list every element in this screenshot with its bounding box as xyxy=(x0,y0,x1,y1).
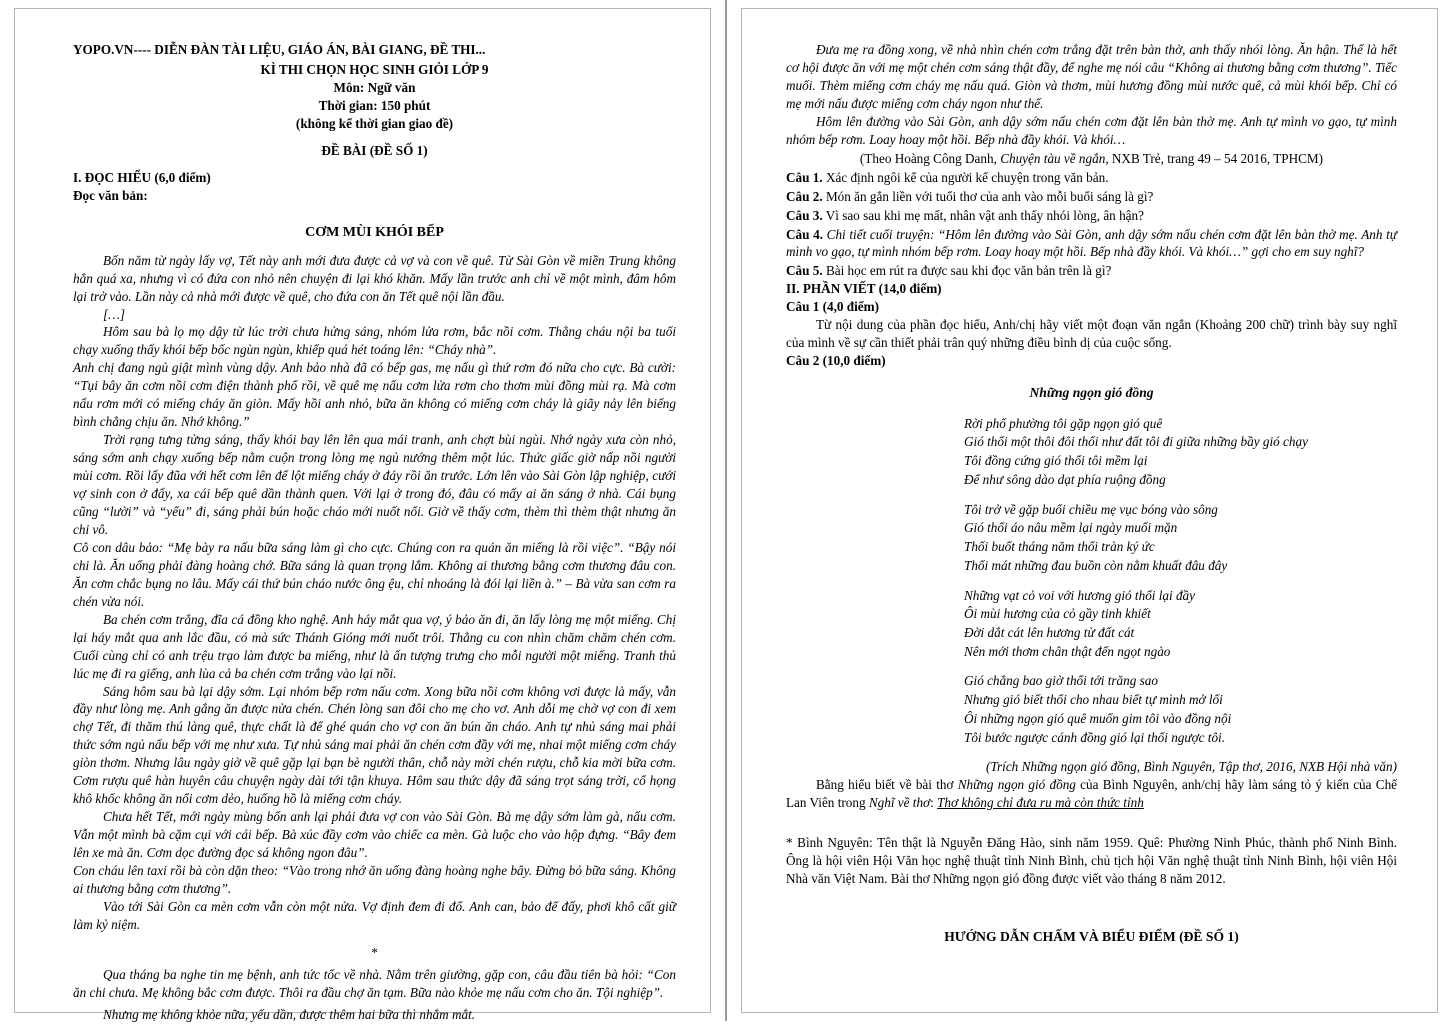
poem-source-title: Những ngọn gió đồng xyxy=(1021,759,1137,775)
poem-line: Tôi đồng cứng gió thổi tôi mềm lại xyxy=(964,453,1148,469)
question-text: Xác định ngôi kể của người kể chuyện trong văn bản. xyxy=(825,169,1109,185)
exam-subject: Môn: Ngữ văn xyxy=(333,79,416,95)
page-content-left xyxy=(15,9,710,1022)
poem-line: Những vạt cỏ voi với hương gió thổi lại đầy xyxy=(964,587,1196,603)
poem-body xyxy=(786,415,1397,748)
story-paragraph: Bốn năm từ ngày lấy vợ, Tết này anh mới đưa được cả vợ và con về quê. Từ Sài Gòn về miền Trung không hẳn quá xa, nhưng vì có đứa con nhỏ nên chuyện đi lại khó khăn. Mấy lần trước anh chỉ về một mình, đâm hôm lại trở vào. Lần này cả nhà mới được về quê, cho đứa con ăn Tết quê nội lần đầu. xyxy=(73,252,676,304)
poem-line: Gió thổi áo nâu mềm lại ngày muối mặn xyxy=(964,520,1178,536)
question-label: Câu 4. xyxy=(786,226,823,242)
question-text: Món ăn gắn liền với tuổi thơ của anh vào mỗi buổi sáng là gì? xyxy=(825,188,1154,204)
question-label: Câu 1. xyxy=(786,169,823,185)
site-header: YOPO.VN---- DIỄN ĐÀN TÀI LIỆU, GIÁO ÁN, BÀI GIANG, ĐỀ THI... xyxy=(73,42,486,57)
story-paragraph: Đưa mẹ ra đồng xong, về nhà nhìn chén cơm trắng đặt trên bàn thờ, anh thấy nhói lòng. Ăn hận. Thế là hết cơ hội được ăn với mẹ một chén cơm sáng thật đầy, để nghe mẹ nói câu “Không ai thương bằng cơm thương”. Tiếc muối. Thèm miếng cơm cháy mẹ nấu quá. Giòn và thơm, mùi hương đồng mùi nước quê, cả mùi khói bếp. Chỉ có mẹ mới nấu được miếng cơm cháy ngon như thế. xyxy=(786,42,1397,111)
story-title: CƠM MÙI KHÓI BẾP xyxy=(305,224,444,240)
exam-time: Thời gian: 150 phút xyxy=(318,97,431,113)
page-sheet-right xyxy=(741,8,1438,1013)
task-text-2: của Bình Nguyên, anh/chị hãy làm sáng tỏ ý kiến của Chế Lan Viên trong xyxy=(786,777,1398,811)
page-sheet-left xyxy=(14,8,711,1022)
poem-stanza xyxy=(964,501,1397,576)
grading-guide-title: HƯỚNG DẪN CHẤM VÀ BIỂU ĐIỂM (ĐỀ SỐ 1) xyxy=(944,929,1239,945)
story-paragraph: Sáng hôm sau bà lại dậy sớm. Lại nhóm bếp rơm nấu cơm. Xong bữa nồi cơm không vơi được là mấy, vẫn đầy như lòng mẹ. Anh gắng ăn được nửa chén. Chén lòng san đôi cho mẹ cho vơ. Anh dỗi mẹ chờ vợ con đi xem chợ Tết, đi thăm thú làng quê, thực chất là để ghé quán cho vợ con ăn bún ăn cháo. Anh tự nhủ sáng mai phải thức sớm ngủ nấu bếp với mẹ như xưa. Tự nhủ sáng mai phải ăn chén cơm đầy với mẹ, nhai một miếng cơm cháy giòn thơm. Nhưng lâu ngày giờ về quê gặp lại bạn bè người thân, chỗ này mời chén rượu, chỗ kia mời bữa cơm. Cơm rượu quê hàn huyên câu chuyện ngày dài tới tận khuya. Hôm sau thức dậy đã sáng trọt sáng trời, cổ họng khô khốc không ăn nổi cơm dẻo, huống hồ là miếng cơm cháy. xyxy=(73,683,676,807)
section-2-heading: II. PHẦN VIẾT (14,0 điểm) xyxy=(786,281,942,297)
poem-stanza xyxy=(964,415,1397,490)
poem-line: Rời phố phường tôi gặp ngọn gió quê xyxy=(964,415,1163,431)
poem-stanza xyxy=(964,672,1397,747)
task-poem-title: Những ngọn gió đồng xyxy=(957,777,1076,793)
story-paragraph: Qua tháng ba nghe tin mẹ bệnh, anh tức tốc về nhà. Nằm trên giường, gặp con, câu đầu tiên bà hỏi: “Con ăn chi chưa. Mẹ không bắc cơm được. Thôi ra đầu chợ ăn tạm. Bữa nào khỏe mẹ nấu cơm cho ăn. Tội nghiệp”. xyxy=(73,966,676,1000)
story-paragraph: Ba chén cơm trắng, đĩa cá đồng kho nghệ. Anh háy mắt qua vợ, ý bảo ăn đi, ăn lấy lòng mẹ một miếng. Chị lại háy mắt qua anh lắc đầu, có mà sức Thánh Gióng mới nuốt trôi. Thằng cu con nhìn chăm chăm chén cơm. Cuối cùng chỉ có anh trệu trạo làm được ba miếng, như là ấn tượng trưng cho mỗi người một miếng. Tranh thủ lúc mẹ đi ra giếng, anh lùa cả ba chén cơm trắng vào lại nồi. xyxy=(73,611,676,681)
question-label: Câu 5. xyxy=(786,263,823,279)
poem-line: Tôi trở về gặp buổi chiều mẹ vục bóng vào sông xyxy=(964,501,1218,517)
story-paragraph: Vào tới Sài Gòn ca mèn cơm vẫn còn một nửa. Vợ định đem đi đổ. Anh can, bảo để đấy, phơi khô cất giữ làm kỷ niệm. xyxy=(73,898,676,932)
document-page-right xyxy=(726,0,1452,1021)
story-paragraph: Hôm lên đường vào Sài Gòn, anh dậy sớm nấu chén cơm đặt lên bàn thờ mẹ. Anh tự mình vo gạo, tự mình nhóm bếp rơm. Loay hoay một hồi. Bếp nhà đầy khói. Và khói… xyxy=(786,113,1397,147)
exam-label: ĐỀ BÀI (ĐỀ SỐ 1) xyxy=(321,142,428,158)
poem-source-prefix: (Trích xyxy=(986,759,1022,775)
question-text: Vì sao sau khi mẹ mất, nhân vật anh thấy nhói lòng, ân hận? xyxy=(825,207,1144,223)
story-paragraph: Trời rạng tưng tửng sáng, thấy khói bay lên lên qua mái tranh, anh chợt bùi ngùi. Nhớ ngày xưa còn nhỏ, sáng sớm anh chạy xuống bếp nằm cuộn trong lòng mẹ ngủ nướng thêm một lúc. Thức giấc giờ nấp nồi người mùi cơm. Rồi lấy đũa với hết cơm lên để lột miếng cháy ở đáy rồi ăn trước. Lớn lên vào Sài Gòn lập nghiệp, cưới vợ sinh con ở đấy, xa cái bếp quê dần thành quen. Với lại ở trong đó, đâu có mấy ai ăn sáng ở nhà. Cái bụng cũng “lười” và “yếu” đi, sáng phải bún hoặc cháo mới nuốt nổi. Giờ về thấy cơm, thèm thì thèm thật nhưng ăn chi vô. xyxy=(73,432,676,537)
section-divider: * xyxy=(371,944,378,960)
cau1-text: Từ nội dung của phần đọc hiểu, Anh/chị hãy viết một đoạn văn ngắn (Khoảng 200 chữ) trình bày suy nghĩ của mình về sự cần thiết phải trân quý những điều bình dị của cuộc sống. xyxy=(786,317,1397,351)
question-label: Câu 2. xyxy=(786,188,823,204)
story-paragraph: Cô con dâu bảo: “Mẹ bày ra nấu bữa sáng làm gì cho cực. Chúng con ra quán ăn miếng là rồi việc”. “Bậy nói chi là. Ăn uống phải đàng hoàng chớ. Bữa sáng là quan trọng lắm. Không ai thương bằng cơm thương đâu con. Ăn cơm chắc bụng no lâu. Mấy cái thứ bún cháo nước ông ệu, chỉ nhoáng là đói lại liền à.” – Bà vừa san cơm ra chén vừa nói. xyxy=(73,539,676,609)
poem-stanza xyxy=(964,587,1397,662)
poem-source-suffix: , Bình Nguyên, Tập thơ, 2016, NXB Hội nhà văn) xyxy=(1136,759,1397,775)
story-source xyxy=(786,150,1397,168)
section-1-heading: I. ĐỌC HIỂU (6,0 điểm) xyxy=(73,169,211,185)
read-text-label: Đọc văn bản: xyxy=(73,187,148,203)
story-paragraph: Hôm sau bà lọ mọ dậy từ lúc trời chưa hửng sáng, nhóm lửa rơm, bắc nồi cơm. Thằng cháu nội ba tuổi chạy xuống thấy khói bếp bốc ngùn ngùn, khiếp quá hét toáng lên: “Cháy nhà”. xyxy=(73,324,676,358)
question-item xyxy=(786,226,1397,262)
source-suffix: , NXB Trẻ, trang 49 – 54 2016, TPHCM) xyxy=(1105,150,1324,166)
poem-line: Thổi mát những đau buồn còn nằm khuất đâu đây xyxy=(964,557,1228,573)
task-text-1: Bằng hiểu biết về bài thơ xyxy=(816,777,958,793)
question-item xyxy=(786,207,1397,225)
exam-time-note: (không kể thời gian giao đề) xyxy=(295,115,454,131)
document-page-left xyxy=(0,0,726,1021)
poem-line: Thổi buốt tháng năm thổi tràn ký ức xyxy=(964,539,1155,555)
story-paragraph: Chưa hết Tết, mới ngày mùng bốn anh lại phải đưa vợ con vào Sài Gòn. Bà mẹ dậy sớm làm gà, nấu cơm. Vẫn một mình bà cặm cụi với cái bếp. Bà xúc đầy cơm vào chiếc ca mèn. Gà luộc cho vào hộp đựng. “Bây đem lên xe mà ăn. Cơm dọc đường đọc sá không ngon đâu”. xyxy=(73,809,676,861)
source-prefix: (Theo Hoàng Công Danh, xyxy=(859,150,1001,166)
story-paragraph: Anh chị đang ngủ giật mình vùng dậy. Anh bảo nhà đã có bếp gas, mẹ nấu gì thứ rơm đó nữa cho cực. Bà cười: “Tụi bây ăn cơm nồi cơm điện thành phố rồi, về quê mẹ nấu cơm lửa rơm cho thơm mùi đồng mùi rạ. Mà cơm nấu rơm mới có miếng cháy ăn giòn. Mấy hồi anh nhỏ, bữa ăn không có miếng cơm cháy là giãy nảy lên biếng bình chẳng chịu ăn. Nhớ không.” xyxy=(73,360,676,430)
poem-line: Tôi bước ngược cánh đồng gió lại thổi ngược tôi. xyxy=(964,729,1226,745)
question-text: Chi tiết cuối truyện: “Hôm lên đường vào Sài Gòn, anh dậy sớm nấu chén cơm đặt lên bàn thờ mẹ. Anh tự mình vo gạo, tự mình nhóm bếp rơm. Loay hoay một hồi. Bếp nhà đầy khói. Và khói…” gợi cho em suy nghĩ? xyxy=(786,226,1398,260)
poem-line: Nên mới thơm chân thật đến ngọt ngào xyxy=(964,643,1171,659)
question-label: Câu 3. xyxy=(786,207,823,223)
task-text-3: : xyxy=(930,795,938,811)
poem-line: Nhưng gió biết thổi cho nhau biết tự mình mở lối xyxy=(964,692,1223,708)
task-essay-title: Nghĩ về thơ xyxy=(868,795,931,811)
cau1-label: Câu 1 (4,0 điểm) xyxy=(786,299,880,315)
question-item xyxy=(786,262,1397,280)
exam-title: KÌ THI CHỌN HỌC SINH GIỎI LỚP 9 xyxy=(260,61,489,77)
poem-source xyxy=(786,758,1397,776)
page-content-right xyxy=(742,9,1437,1012)
source-title: Chuyện tàu về ngắn xyxy=(1000,150,1106,166)
essay-task xyxy=(786,776,1397,812)
poem-title: Những ngọn gió đồng xyxy=(1029,385,1154,401)
cau2-label: Câu 2 (10,0 điểm) xyxy=(786,353,886,369)
poem-line: Ôi mùi hương của cỏ gầy tinh khiết xyxy=(964,606,1151,622)
question-item xyxy=(786,169,1397,187)
story-paragraph: Nhưng mẹ không khỏe nữa, yếu dần, được thêm hai bữa thì nhắm mắt. xyxy=(103,1006,476,1022)
poem-line: Đời dắt cát lên hương từ đất cát xyxy=(964,624,1135,640)
author-footnote: * Bình Nguyên: Tên thật là Nguyễn Đăng Hào, sinh năm 1959. Quê: Phường Ninh Phúc, thành phố Ninh Bình. Ông là hội viên Hội Văn học nghệ thuật tỉnh Ninh Bình, chủ tịch hội Văn nghệ thuật tỉnh Ninh Bình, hội viên Hội Nhà văn Việt Nam. Bài thơ Những ngọn gió đồng được viết vào tháng 8 năm 2012. xyxy=(786,835,1397,887)
poem-line: Gió thổi một thôi đôi thổi như đất tôi đi giữa những bầy gió chạy xyxy=(964,434,1308,450)
poem-line: Gió chẳng bao giờ thổi tới trăng sao xyxy=(964,673,1158,689)
story-paragraph: […] xyxy=(103,306,125,322)
question-item xyxy=(786,188,1397,206)
poem-line: Để như sông dào dạt phía ruộng đồng xyxy=(964,471,1166,487)
task-quote: Thơ không chỉ đưa ru mà còn thức tỉnh xyxy=(937,795,1144,811)
story-paragraph: Con cháu lên taxi rồi bà còn dặn theo: “Vào trong nhớ ăn uống đàng hoàng nghe bây. Đừng bỏ bữa sáng. Không ai thương bằng cơm thương”. xyxy=(73,863,676,897)
question-text: Bài học em rút ra được sau khi đọc văn bản trên là gì? xyxy=(825,263,1112,279)
poem-line: Ôi những ngọn gió quê muốn gim tôi vào đồng nội xyxy=(964,710,1232,726)
